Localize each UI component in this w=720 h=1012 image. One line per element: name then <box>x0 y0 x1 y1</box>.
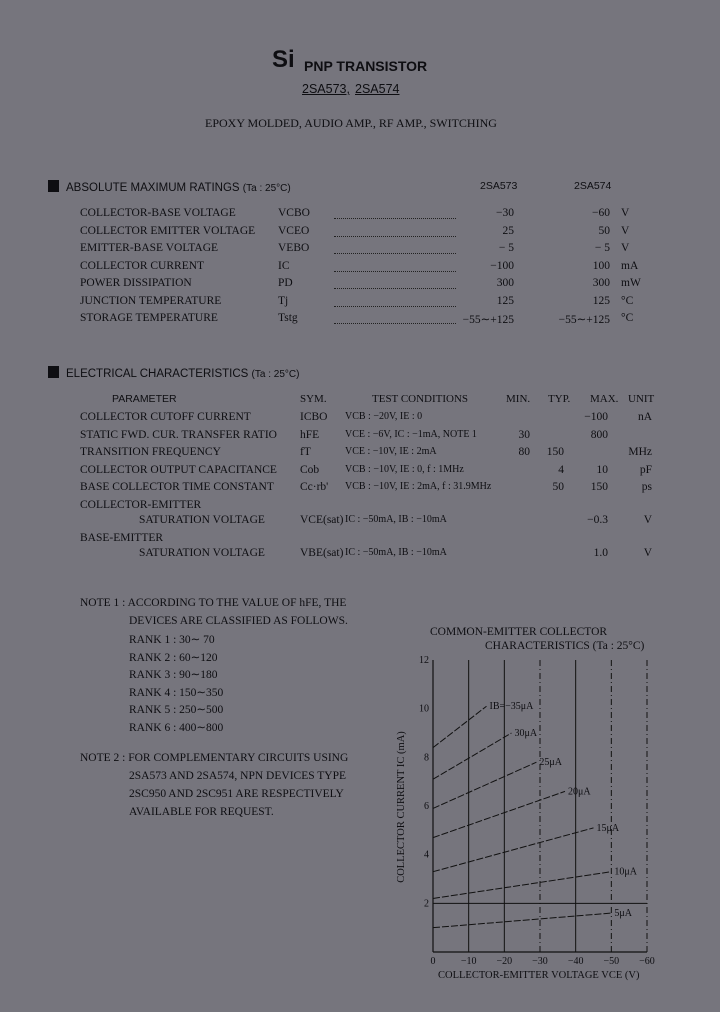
symbol: PD <box>278 277 293 289</box>
parameter-label: EMITTER-BASE VOLTAGE <box>80 242 219 254</box>
parameter-label: COLLECTOR-BASE VOLTAGE <box>80 207 236 219</box>
unit: MHz <box>628 446 652 458</box>
column-header: MIN. <box>506 393 531 405</box>
min-value: 80 <box>518 446 530 458</box>
unit: mA <box>621 259 639 272</box>
chart-title-2: CHARACTERISTICS (Ta : 25°C) <box>485 640 645 652</box>
test-conditions: VCE : −10V, IE : 2mA <box>345 446 437 457</box>
unit: V <box>621 224 630 237</box>
parameter-label-cont: SATURATION VOLTAGE <box>139 547 265 559</box>
chart-title: COMMON-EMITTER COLLECTOR <box>430 626 608 638</box>
x-tick-label: 0 <box>430 956 436 967</box>
symbol: hFE <box>300 428 320 441</box>
column-header: MAX. <box>590 393 619 405</box>
rank-item: RANK 4 : 150∼350 <box>129 686 224 699</box>
symbol: VCE(sat) <box>300 514 344 526</box>
col-2sa573: 2SA573 <box>480 180 518 192</box>
max-value: 150 <box>590 481 608 493</box>
typ-value: 50 <box>552 481 564 493</box>
abs-max-heading-text: ABSOLUTE MAXIMUM RATINGS <box>66 182 240 194</box>
unit: ps <box>641 481 652 493</box>
ic-curve <box>433 791 565 837</box>
max-value: 800 <box>590 428 608 441</box>
column-header: UNIT <box>628 393 655 405</box>
parameter-label: COLLECTOR-EMITTER <box>80 498 202 511</box>
note-2-line: NOTE 2 : FOR COMPLEMENTARY CIRCUITS USING <box>80 752 349 764</box>
subtitle: EPOXY MOLDED, AUDIO AMP., RF AMP., SWITCHING <box>205 116 497 130</box>
curve-label: 25μA <box>539 757 563 769</box>
unit: V <box>621 207 630 219</box>
y-tick-label: 12 <box>419 655 429 666</box>
symbol: VCEO <box>278 224 310 237</box>
curve-label: 5μA <box>614 908 632 920</box>
value-2sa574: 300 <box>592 277 610 289</box>
note-1-line: DEVICES ARE CLASSIFIED AS FOLLOWS. <box>129 615 348 627</box>
value-2sa573: − 5 <box>498 242 514 254</box>
value-2sa574: 50 <box>598 224 610 237</box>
symbol: VCBO <box>278 207 310 219</box>
x-tick-label: −20 <box>496 956 513 967</box>
column-header: TYP. <box>548 393 571 405</box>
value-2sa573: 300 <box>496 277 514 289</box>
value-2sa573: −100 <box>490 259 514 272</box>
abs-max-condition: (Ta : 25°C) <box>242 183 291 194</box>
parameter-label: COLLECTOR CURRENT <box>80 259 205 272</box>
y-tick-label: 6 <box>424 801 429 812</box>
x-tick-label: −10 <box>460 956 477 967</box>
symbol: ICBO <box>300 411 328 423</box>
part-number-1: 2SA573, <box>302 82 350 96</box>
symbol: VEBO <box>278 242 310 254</box>
parameter-label: STATIC FWD. CUR. TRANSFER RATIO <box>80 428 277 441</box>
parameter-label: JUNCTION TEMPERATURE <box>80 294 222 307</box>
test-conditions: VCB : −10V, IE : 0, f : 1MHz <box>345 463 464 475</box>
column-header: PARAMETER <box>112 393 177 405</box>
rank-item: RANK 6 : 400∼800 <box>129 721 224 734</box>
value-2sa574: − 5 <box>594 242 610 254</box>
ic-curve <box>433 872 611 899</box>
ic-curve <box>433 733 511 779</box>
unit: mW <box>621 277 641 289</box>
parameter-label: COLLECTOR EMITTER VOLTAGE <box>80 224 256 237</box>
max-value: −100 <box>584 411 608 423</box>
test-conditions: VCB : −20V, IE : 0 <box>345 411 423 422</box>
unit: nA <box>637 411 652 423</box>
y-tick-label: 2 <box>424 898 429 910</box>
symbol: Tstg <box>278 312 298 324</box>
parameter-label: BASE COLLECTOR TIME CONSTANT <box>80 481 274 493</box>
ic-curve <box>433 828 594 872</box>
column-header: SYM. <box>300 393 327 405</box>
value-2sa573: 125 <box>496 294 514 307</box>
parameter-label: STORAGE TEMPERATURE <box>80 312 218 324</box>
x-tick-label: −40 <box>567 956 584 967</box>
si-mark: Si <box>272 46 295 73</box>
parameter-label: COLLECTOR CUTOFF CURRENT <box>80 411 251 423</box>
parameter-label: POWER DISSIPATION <box>80 277 192 289</box>
parameter-label: COLLECTOR OUTPUT CAPACITANCE <box>80 463 277 476</box>
symbol: IC <box>278 259 290 272</box>
page-title: PNP TRANSISTOR <box>304 58 428 74</box>
chart-ylabel: COLLECTOR CURRENT IC (mA) <box>396 731 407 883</box>
ic-curve <box>433 706 487 747</box>
y-tick-label: 8 <box>424 752 429 764</box>
value-2sa574: 100 <box>592 259 610 272</box>
max-value: 10 <box>596 463 608 476</box>
typ-value: 150 <box>546 446 564 458</box>
y-tick-label: 4 <box>424 849 429 861</box>
min-value: 30 <box>518 428 530 441</box>
ic-curve <box>433 913 611 928</box>
unit: °C <box>621 312 634 324</box>
parameter-label-cont: SATURATION VOLTAGE <box>139 514 265 526</box>
test-conditions: IC : −50mA, IB : −10mA <box>345 547 447 558</box>
curve-label: 15μA <box>596 822 620 834</box>
elec-condition: (Ta : 25°C) <box>251 369 300 380</box>
parameter-label: TRANSITION FREQUENCY <box>80 446 221 458</box>
value-2sa573: −30 <box>496 207 514 219</box>
max-value: −0.3 <box>587 514 608 526</box>
note-1-line: NOTE 1 : ACCORDING TO THE VALUE OF hFE, THE <box>80 597 347 609</box>
value-2sa573: −55∼+125 <box>462 314 514 326</box>
value-2sa573: 25 <box>502 224 514 237</box>
y-tick-label: 10 <box>419 703 429 715</box>
x-tick-label: −50 <box>603 956 620 967</box>
chart-xlabel: COLLECTOR-EMITTER VOLTAGE VCE (V) <box>438 970 640 981</box>
symbol: Cob <box>300 463 320 476</box>
max-value: 1.0 <box>593 547 608 559</box>
note-2-line: 2SC950 AND 2SC951 ARE RESPECTIVELY <box>129 788 344 800</box>
symbol: Cc·rb' <box>300 481 329 493</box>
unit: pF <box>639 463 652 476</box>
col-2sa574: 2SA574 <box>574 180 612 192</box>
unit: V <box>643 547 652 559</box>
part-number-2: 2SA574 <box>355 82 400 96</box>
symbol: fT <box>300 446 311 458</box>
value-2sa574: 125 <box>592 294 610 307</box>
test-conditions: VCB : −10V, IE : 2mA, f : 31.9MHz <box>345 481 492 492</box>
value-2sa574: −60 <box>592 207 610 219</box>
elec-heading-text: ELECTRICAL CHARACTERISTICS <box>66 368 249 380</box>
typ-value: 4 <box>558 463 564 476</box>
x-tick-label: −60 <box>639 956 655 967</box>
curve-label: 30μA <box>514 728 538 739</box>
rank-item: RANK 5 : 250∼500 <box>129 704 224 716</box>
curve-label: 20μA <box>567 786 591 798</box>
test-conditions: VCE : −6V, IC : −1mA, NOTE 1 <box>345 428 477 440</box>
x-tick-label: −30 <box>532 956 548 967</box>
rank-item: RANK 2 : 60∼120 <box>129 651 218 664</box>
note-2-line: 2SA573 AND 2SA574, NPN DEVICES TYPE <box>129 770 347 782</box>
curve-label: IB=−35μA <box>489 701 534 713</box>
unit: V <box>621 242 630 254</box>
value-2sa574: −55∼+125 <box>558 314 610 326</box>
rank-item: RANK 3 : 90∼180 <box>129 669 218 681</box>
symbol: Tj <box>278 294 289 307</box>
unit: V <box>643 514 652 526</box>
test-conditions: IC : −50mA, IB : −10mA <box>345 514 447 525</box>
parameter-label: BASE-EMITTER <box>80 531 164 544</box>
curve-label: 10μA <box>614 866 637 878</box>
rank-item: RANK 1 : 30∼ 70 <box>129 634 215 646</box>
note-2-line: AVAILABLE FOR REQUEST. <box>129 806 274 818</box>
unit: °C <box>621 294 634 307</box>
ic-curve <box>433 762 536 808</box>
symbol: VBE(sat) <box>300 547 344 559</box>
column-header: TEST CONDITIONS <box>372 393 469 405</box>
